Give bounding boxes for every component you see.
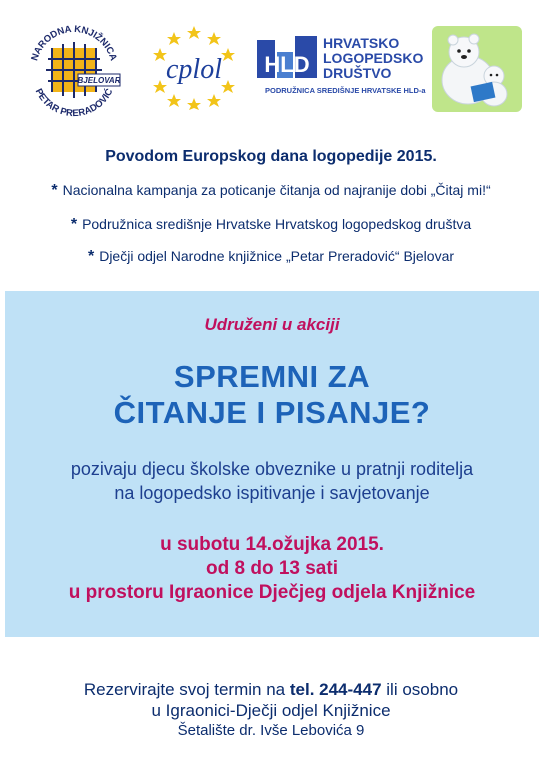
headline-line1: SPREMNI ZA <box>173 359 371 394</box>
polar-bears-reading-icon <box>432 26 522 112</box>
library-logo-top-text: NARODNA KNJIŽNICA <box>29 23 119 63</box>
library-logo-city: BJELOVAR <box>77 76 121 85</box>
hld-subtitle: PODRUŽNICA SREDIŠNJE HRVATSKE HLD-a <box>265 86 426 95</box>
library-logo <box>22 18 126 122</box>
intro-item-text: Dječji odjel Narodne knjižnice „Petar Preradović“ Bjelovar <box>99 248 455 264</box>
event-time: od 8 do 13 sati <box>206 558 338 579</box>
event-place: u prostoru Igraonice Dječjeg odjela Knjižnice <box>68 582 476 603</box>
phone-number: tel. 244-447 <box>289 680 382 699</box>
panel-tagline: Udruženi u akciji <box>204 315 340 334</box>
intro-item-text: Nacionalna kampanja za poticanje čitanja od najranije dobi „Čitaj mi!“ <box>62 182 491 198</box>
library-logo-bottom-text: PETAR PRERADOVIĆ <box>32 86 116 120</box>
reserve-text-tail: ili osobno <box>386 680 459 699</box>
invite-line2: na logopedsko ispitivanje i savjetovanje <box>114 483 430 503</box>
hld-letters-text: HLD <box>264 52 310 77</box>
footer-reservation <box>0 680 542 700</box>
reserve-text: Rezervirajte svoj termin na <box>83 680 286 699</box>
hld-logo <box>255 34 425 104</box>
event-date: u subotu 14.ožujka 2015. <box>160 534 384 555</box>
cplol-logo <box>144 22 244 110</box>
intro-item <box>0 248 542 266</box>
intro-item-text: Podružnica središnje Hrvatske Hrvatskog logopedskog društva <box>82 216 472 232</box>
headline-line2: ČITANJE I PISANJE? <box>113 395 431 430</box>
intro-item <box>0 182 542 200</box>
invite-line1: pozivaju djecu školske obveznike u pratnji roditelja <box>70 459 474 479</box>
hld-line1: HRVATSKO <box>323 35 400 51</box>
bullet-star: * <box>87 248 95 265</box>
hld-line2: LOGOPEDSKO <box>323 50 424 66</box>
hld-line3: DRUŠTVO <box>323 65 392 81</box>
cplol-text: cplol <box>166 54 222 85</box>
bullet-star: * <box>70 216 78 233</box>
logo-bar <box>0 0 542 130</box>
hld-letters-icon <box>255 34 319 82</box>
footer-address: Šetalište dr. Ivše Lebovića 9 <box>177 722 365 739</box>
bullet-star: * <box>51 182 58 199</box>
intro-item <box>0 216 542 234</box>
announcement-panel <box>5 291 539 637</box>
intro-title: Povodom Europskog dana logopedije 2015. <box>105 148 437 165</box>
footer-location: u Igraonici-Dječji odjel Knjižnice <box>151 701 391 720</box>
